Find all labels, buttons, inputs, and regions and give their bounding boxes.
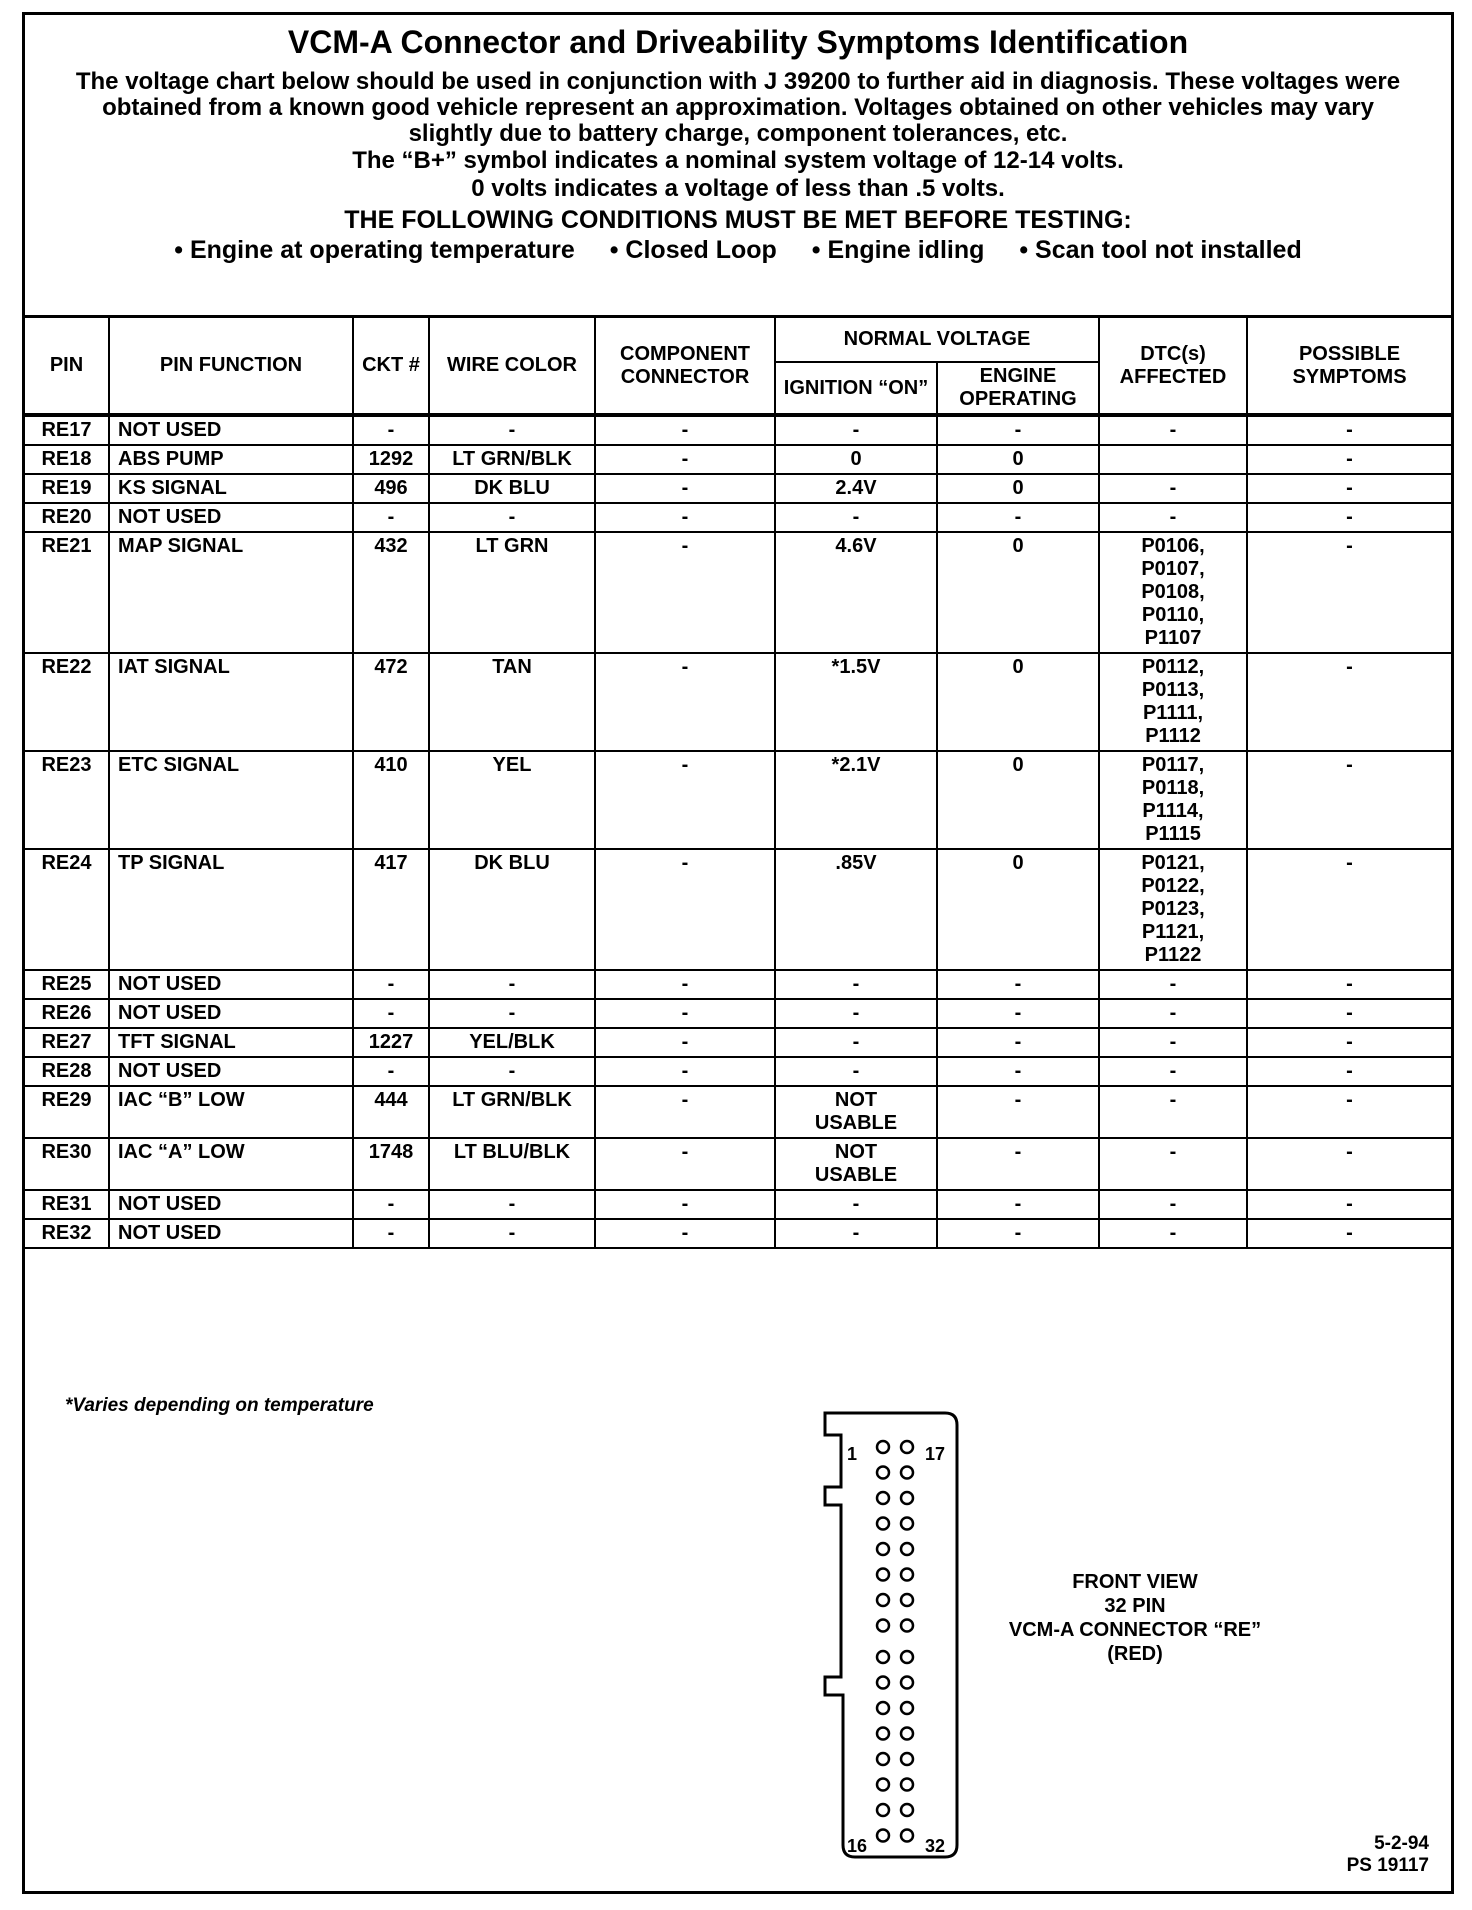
- cell-comp: -: [595, 503, 775, 532]
- cell-func: NOT USED: [109, 1219, 353, 1248]
- cell-dtc: -: [1099, 1219, 1247, 1248]
- cell-pin: RE22: [25, 653, 109, 751]
- cell-eng: 0: [937, 445, 1099, 474]
- cell-pin: RE23: [25, 751, 109, 849]
- cell-func: NOT USED: [109, 970, 353, 999]
- pin-hole: [877, 1753, 889, 1765]
- cell-sym: -: [1247, 532, 1451, 653]
- col-header-ckt: CKT #: [353, 318, 429, 415]
- cell-dtc: [1099, 445, 1247, 474]
- cell-eng: -: [937, 999, 1099, 1028]
- cell-ckt: 410: [353, 751, 429, 849]
- cell-eng: -: [937, 1138, 1099, 1190]
- col-header-engine-operating: ENGINE OPERATING: [937, 362, 1099, 415]
- page-title: VCM-A Connector and Driveability Symptoms Identification: [287, 24, 1189, 60]
- pin-hole: [877, 1779, 889, 1791]
- cell-pin: RE21: [25, 532, 109, 653]
- cell-ckt: -: [353, 970, 429, 999]
- cell-eng: 0: [937, 849, 1099, 970]
- cell-ign: *1.5V: [775, 653, 937, 751]
- pin-hole: [901, 1728, 913, 1740]
- cell-ckt: 417: [353, 849, 429, 970]
- cell-comp: -: [595, 1138, 775, 1190]
- pin-label-16: 16: [847, 1836, 868, 1856]
- cell-sym: -: [1247, 1057, 1451, 1086]
- table-row: [25, 445, 1451, 474]
- cell-comp: -: [595, 445, 775, 474]
- connector-outline: [825, 1413, 957, 1857]
- cell-eng: -: [937, 1086, 1099, 1138]
- pin-hole: [901, 1830, 913, 1842]
- cell-eng: -: [937, 503, 1099, 532]
- cell-eng: -: [937, 970, 1099, 999]
- cell-wire: -: [429, 503, 595, 532]
- pin-hole: [901, 1753, 913, 1765]
- pin-hole: [901, 1702, 913, 1714]
- cell-comp: -: [595, 1028, 775, 1057]
- table-row: [25, 1086, 1451, 1138]
- pin-hole: [877, 1518, 889, 1530]
- cell-dtc: -: [1099, 1086, 1247, 1138]
- col-header-pin: PIN: [25, 318, 109, 415]
- cell-pin: RE25: [25, 970, 109, 999]
- cell-ign: -: [775, 999, 937, 1028]
- cell-comp: -: [595, 970, 775, 999]
- cell-sym: -: [1247, 503, 1451, 532]
- cell-comp: -: [595, 415, 775, 445]
- cell-eng: -: [937, 1190, 1099, 1219]
- cell-pin: RE17: [25, 415, 109, 445]
- cell-dtc: P0112, P0113, P1111, P1112: [1099, 653, 1247, 751]
- cell-eng: -: [937, 415, 1099, 445]
- table-row: [25, 1138, 1451, 1190]
- pin-hole: [877, 1441, 889, 1453]
- cell-sym: -: [1247, 1086, 1451, 1138]
- pin-hole: [877, 1569, 889, 1581]
- cell-pin: RE18: [25, 445, 109, 474]
- condition-item: • Engine idling: [811, 236, 985, 264]
- condition-item: • Closed Loop: [609, 236, 777, 264]
- pin-hole: [901, 1467, 913, 1479]
- cell-sym: -: [1247, 474, 1451, 503]
- cell-eng: -: [937, 1028, 1099, 1057]
- cell-pin: RE31: [25, 1190, 109, 1219]
- stamp-ps: PS 19117: [1346, 1855, 1429, 1876]
- cell-pin: RE26: [25, 999, 109, 1028]
- pin-hole: [901, 1492, 913, 1504]
- cell-ign: -: [775, 1219, 937, 1248]
- cell-ckt: 1748: [353, 1138, 429, 1190]
- pin-hole: [877, 1594, 889, 1606]
- cell-wire: -: [429, 1219, 595, 1248]
- cell-ign: 0: [775, 445, 937, 474]
- doc-stamp: [1347, 1833, 1429, 1877]
- cell-wire: -: [429, 970, 595, 999]
- cell-func: NOT USED: [109, 1190, 353, 1219]
- pin-hole: [901, 1543, 913, 1555]
- cell-comp: -: [595, 751, 775, 849]
- cell-wire: -: [429, 1190, 595, 1219]
- pin-label-17: 17: [925, 1444, 946, 1464]
- table-row: [25, 970, 1451, 999]
- table-row: [25, 532, 1451, 653]
- pin-hole: [877, 1543, 889, 1555]
- pin-hole: [901, 1677, 913, 1689]
- cell-comp: -: [595, 1057, 775, 1086]
- cell-comp: -: [595, 849, 775, 970]
- cell-wire: YEL: [429, 751, 595, 849]
- pin-hole: [901, 1594, 913, 1606]
- cell-pin: RE19: [25, 474, 109, 503]
- zero-volts-note: 0 volts indicates a voltage of less than .5 volts.: [471, 175, 1005, 202]
- cell-func: MAP SIGNAL: [109, 532, 353, 653]
- cell-func: ETC SIGNAL: [109, 751, 353, 849]
- pin-hole: [877, 1467, 889, 1479]
- cell-dtc: -: [1099, 1138, 1247, 1190]
- pin-hole: [877, 1728, 889, 1740]
- cell-ign: 4.6V: [775, 532, 937, 653]
- conditions-list: [25, 235, 1451, 265]
- cell-func: NOT USED: [109, 415, 353, 445]
- cell-dtc: P0121, P0122, P0123, P1121, P1122: [1099, 849, 1247, 970]
- cell-ign: NOT USABLE: [775, 1138, 937, 1190]
- footnote: *Varies depending on temperature: [65, 1395, 374, 1416]
- col-header-ignition-on: IGNITION “ON”: [775, 362, 937, 415]
- cell-sym: -: [1247, 999, 1451, 1028]
- pin-hole: [877, 1702, 889, 1714]
- cell-dtc: -: [1099, 1057, 1247, 1086]
- connector-label-line: (RED): [1107, 1643, 1163, 1665]
- cell-sym: -: [1247, 849, 1451, 970]
- table-row: [25, 415, 1451, 445]
- cell-ign: -: [775, 970, 937, 999]
- pin-hole: [901, 1804, 913, 1816]
- cell-eng: -: [937, 1219, 1099, 1248]
- connector-diagram: [795, 1405, 1015, 1865]
- pin-hole: [901, 1569, 913, 1581]
- table-row: [25, 1028, 1451, 1057]
- cell-wire: LT GRN/BLK: [429, 1086, 595, 1138]
- cell-func: IAC “B” LOW: [109, 1086, 353, 1138]
- cell-comp: -: [595, 1190, 775, 1219]
- condition-item: • Engine at operating temperature: [174, 236, 575, 264]
- cell-pin: RE30: [25, 1138, 109, 1190]
- cell-dtc: -: [1099, 1190, 1247, 1219]
- table-row: [25, 999, 1451, 1028]
- document-frame: [22, 12, 1454, 1894]
- cell-dtc: -: [1099, 474, 1247, 503]
- cell-sym: -: [1247, 1138, 1451, 1190]
- cell-wire: LT GRN: [429, 532, 595, 653]
- cell-ign: -: [775, 415, 937, 445]
- cell-func: ABS PUMP: [109, 445, 353, 474]
- cell-pin: RE27: [25, 1028, 109, 1057]
- pin-hole: [901, 1441, 913, 1453]
- col-header-dtcs: DTC(s) AFFECTED: [1099, 318, 1247, 415]
- cell-ign: .85V: [775, 849, 937, 970]
- table-row: [25, 503, 1451, 532]
- cell-dtc: -: [1099, 415, 1247, 445]
- cell-func: KS SIGNAL: [109, 474, 353, 503]
- cell-ign: -: [775, 503, 937, 532]
- col-header-wire-color: WIRE COLOR: [429, 318, 595, 415]
- cell-dtc: P0117, P0118, P1114, P1115: [1099, 751, 1247, 849]
- cell-dtc: -: [1099, 970, 1247, 999]
- cell-eng: 0: [937, 653, 1099, 751]
- cell-ckt: 496: [353, 474, 429, 503]
- table-row: [25, 849, 1451, 970]
- table-row: [25, 1190, 1451, 1219]
- cell-pin: RE28: [25, 1057, 109, 1086]
- cell-ckt: 432: [353, 532, 429, 653]
- cell-eng: 0: [937, 474, 1099, 503]
- pin-hole: [877, 1620, 889, 1632]
- cell-dtc: -: [1099, 999, 1247, 1028]
- condition-item: • Scan tool not installed: [1019, 236, 1302, 264]
- cell-func: NOT USED: [109, 503, 353, 532]
- voltage-table: [25, 318, 1451, 1249]
- cell-ign: *2.1V: [775, 751, 937, 849]
- cell-comp: -: [595, 532, 775, 653]
- connector-label-line: FRONT VIEW: [1072, 1571, 1198, 1593]
- cell-eng: 0: [937, 532, 1099, 653]
- cell-ckt: 1227: [353, 1028, 429, 1057]
- cell-ckt: -: [353, 503, 429, 532]
- cell-sym: -: [1247, 970, 1451, 999]
- pin-label-32: 32: [925, 1836, 946, 1856]
- pin-holes: [877, 1441, 913, 1842]
- cell-wire: DK BLU: [429, 474, 595, 503]
- cell-wire: YEL/BLK: [429, 1028, 595, 1057]
- cell-wire: DK BLU: [429, 849, 595, 970]
- cell-ign: 2.4V: [775, 474, 937, 503]
- cell-sym: -: [1247, 653, 1451, 751]
- cell-ign: -: [775, 1190, 937, 1219]
- intro-text: The voltage chart below should be used in conjunction with J 39200 to further aid in diagnosis. These voltages were obtained from a known good vehicle represent an approximation. Voltages obtained on other vehicles may vary slightly due to battery charge, component tolerances, etc.: [75, 68, 1401, 147]
- table-row: [25, 1219, 1451, 1248]
- pin-hole: [901, 1620, 913, 1632]
- pin-hole: [901, 1779, 913, 1791]
- cell-func: NOT USED: [109, 1057, 353, 1086]
- cell-ckt: -: [353, 1057, 429, 1086]
- cell-ckt: -: [353, 1190, 429, 1219]
- cell-func: TP SIGNAL: [109, 849, 353, 970]
- connector-label-line: VCM-A CONNECTOR “RE”: [1008, 1619, 1262, 1641]
- pin-label-1: 1: [847, 1444, 858, 1464]
- cell-pin: RE24: [25, 849, 109, 970]
- connector-label: [985, 1570, 1285, 1666]
- cell-sym: -: [1247, 1028, 1451, 1057]
- cell-pin: RE29: [25, 1086, 109, 1138]
- cell-comp: -: [595, 474, 775, 503]
- cell-ckt: -: [353, 415, 429, 445]
- cell-sym: -: [1247, 1190, 1451, 1219]
- cell-ign: -: [775, 1028, 937, 1057]
- cell-ckt: -: [353, 999, 429, 1028]
- cell-func: IAC “A” LOW: [109, 1138, 353, 1190]
- cell-wire: -: [429, 415, 595, 445]
- bplus-note: The “B+” symbol indicates a nominal system voltage of 12-14 volts.: [352, 147, 1124, 174]
- cell-comp: -: [595, 1219, 775, 1248]
- cell-comp: -: [595, 999, 775, 1028]
- pin-hole: [901, 1651, 913, 1663]
- col-header-normal-voltage: NORMAL VOLTAGE: [775, 318, 1099, 362]
- cell-pin: RE20: [25, 503, 109, 532]
- cell-wire: -: [429, 999, 595, 1028]
- cell-ckt: 444: [353, 1086, 429, 1138]
- cell-ign: -: [775, 1057, 937, 1086]
- conditions-title: THE FOLLOWING CONDITIONS MUST BE MET BEFORE TESTING:: [344, 206, 1132, 234]
- cell-dtc: -: [1099, 503, 1247, 532]
- cell-wire: LT GRN/BLK: [429, 445, 595, 474]
- table-row: [25, 751, 1451, 849]
- cell-func: NOT USED: [109, 999, 353, 1028]
- cell-dtc: P0106, P0107, P0108, P0110, P1107: [1099, 532, 1247, 653]
- pin-hole: [877, 1677, 889, 1689]
- cell-func: IAT SIGNAL: [109, 653, 353, 751]
- pin-hole: [877, 1804, 889, 1816]
- cell-eng: -: [937, 1057, 1099, 1086]
- cell-ckt: 1292: [353, 445, 429, 474]
- cell-sym: -: [1247, 1219, 1451, 1248]
- header: [25, 15, 1451, 315]
- cell-func: TFT SIGNAL: [109, 1028, 353, 1057]
- cell-wire: TAN: [429, 653, 595, 751]
- cell-ign: NOT USABLE: [775, 1086, 937, 1138]
- stamp-date: 5-2-94: [1374, 1833, 1429, 1854]
- connector-label-line: 32 PIN: [1104, 1595, 1166, 1617]
- cell-comp: -: [595, 1086, 775, 1138]
- col-header-component-connector: COMPONENT CONNECTOR: [595, 318, 775, 415]
- cell-ckt: -: [353, 1219, 429, 1248]
- col-header-symptoms: POSSIBLE SYMPTOMS: [1247, 318, 1451, 415]
- cell-sym: -: [1247, 751, 1451, 849]
- cell-dtc: -: [1099, 1028, 1247, 1057]
- cell-sym: -: [1247, 415, 1451, 445]
- cell-wire: -: [429, 1057, 595, 1086]
- cell-comp: -: [595, 653, 775, 751]
- table-row: [25, 1057, 1451, 1086]
- cell-eng: 0: [937, 751, 1099, 849]
- pin-hole: [877, 1651, 889, 1663]
- pin-hole: [901, 1518, 913, 1530]
- table-row: [25, 474, 1451, 503]
- cell-ckt: 472: [353, 653, 429, 751]
- pin-hole: [877, 1492, 889, 1504]
- table-body: [25, 415, 1451, 1248]
- pin-hole: [877, 1830, 889, 1842]
- cell-pin: RE32: [25, 1219, 109, 1248]
- table-row: [25, 653, 1451, 751]
- col-header-pin-function: PIN FUNCTION: [109, 318, 353, 415]
- cell-wire: LT BLU/BLK: [429, 1138, 595, 1190]
- voltage-table-wrapper: [25, 315, 1451, 1249]
- cell-sym: -: [1247, 445, 1451, 474]
